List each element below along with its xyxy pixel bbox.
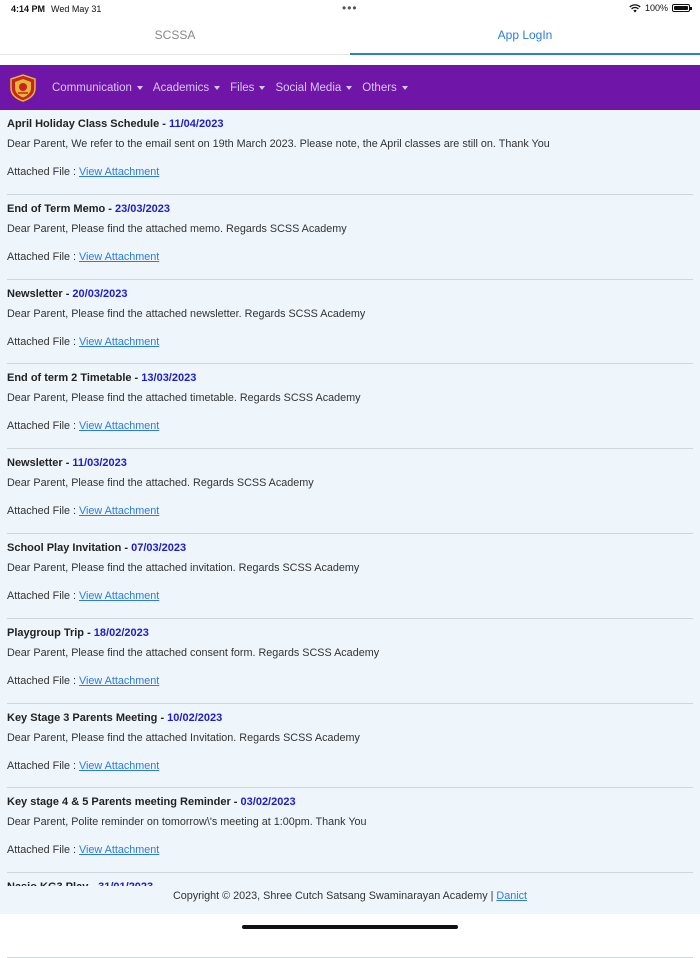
- nav-others[interactable]: [362, 82, 408, 94]
- notice-body: Dear Parent, Please find the attached newsletter. Regards SCSS Academy: [7, 307, 366, 320]
- notice-date: 20/03/2023: [72, 287, 128, 300]
- status-date: Wed May 31: [51, 4, 102, 14]
- footer: [0, 886, 700, 914]
- view-attachment-link[interactable]: View Attachment: [79, 250, 160, 263]
- notice-body: Dear Parent, Polite reminder on tomorrow\'s meeting at 1:00pm. Thank You: [7, 816, 367, 829]
- copyright-text: Copyright © 2023, Shree Cutch Satsang Swaminarayan Academy |: [172, 890, 494, 902]
- notice-title: April Holiday Class Schedule - 11/04/2023: [7, 118, 224, 130]
- attachment-label: Attached File :: [7, 674, 77, 687]
- attachment-row: [7, 760, 159, 772]
- home-indicator[interactable]: [242, 925, 458, 929]
- main-navbar: [0, 65, 700, 110]
- attachment-row: [7, 420, 159, 432]
- notice-title: End of Term Memo - 23/03/2023: [7, 202, 171, 215]
- view-attachment-link[interactable]: View Attachment: [79, 505, 160, 518]
- view-attachment-link[interactable]: View Attachment: [79, 166, 160, 178]
- notice-title-text: School Play Invitation: [7, 541, 122, 554]
- attachment-label: Attached File :: [7, 505, 77, 518]
- battery-percent: 100%: [644, 3, 668, 13]
- notice-title-text: April Holiday Class Schedule: [7, 118, 160, 130]
- attachment-row: [7, 166, 159, 178]
- notice-title: School Play Invitation - 07/03/2023: [7, 541, 187, 554]
- notice-title: Newsletter - 20/03/2023: [7, 287, 128, 300]
- wifi-icon: [629, 4, 641, 13]
- attachment-label: Attached File :: [7, 335, 77, 348]
- notice-body: Dear Parent, Please find the attached memo. Regards SCSS Academy: [7, 222, 347, 235]
- notice-list[interactable]: [0, 110, 700, 886]
- nav-label: Others: [362, 81, 397, 94]
- attachment-label: Attached File :: [7, 250, 77, 263]
- notice-body: Dear Parent, Please find the attached consent form. Regards SCSS Academy: [7, 646, 380, 659]
- notice-title: End of term 2 Timetable - 13/03/2023: [7, 372, 197, 385]
- notice-body: Dear Parent, Please find the attached Invitation. Regards SCSS Academy: [7, 731, 360, 744]
- tab-scssa[interactable]: SCSSA: [154, 28, 196, 42]
- notice-date: 11/04/2023: [169, 118, 224, 130]
- attachment-row: [7, 251, 159, 263]
- notice-title-text: Key Stage 3 Parents Meeting: [7, 711, 158, 724]
- notice-title: Newsletter - 11/03/2023: [7, 457, 127, 470]
- caret-down-icon: [259, 86, 265, 90]
- attachment-row: [7, 675, 159, 687]
- caret-down-icon: [346, 86, 352, 90]
- nav-communication[interactable]: [52, 82, 143, 94]
- notice-body: Dear Parent, Please find the attached timetable. Regards SCSS Academy: [7, 392, 361, 405]
- notice-title-text: End of term 2 Timetable: [7, 372, 132, 385]
- notice-item: [7, 110, 693, 195]
- notice-title-text: Newsletter: [7, 457, 63, 470]
- nav-academics[interactable]: [153, 82, 220, 94]
- caret-down-icon: [137, 86, 143, 90]
- attachment-row: [7, 505, 159, 517]
- notice-item: [7, 364, 693, 449]
- tab-app-login[interactable]: App LogIn: [350, 18, 700, 54]
- notice-date: 23/03/2023: [114, 202, 171, 215]
- nav-files[interactable]: [230, 82, 265, 94]
- caret-down-icon: [402, 86, 408, 90]
- notice-title-text: End of Term Memo: [7, 202, 106, 215]
- attachment-label: Attached File :: [7, 589, 77, 602]
- nav-label: Files: [230, 81, 255, 94]
- multitask-dots-icon[interactable]: •••: [342, 1, 358, 15]
- attachment-row: [7, 844, 159, 856]
- view-attachment-link[interactable]: View Attachment: [79, 335, 160, 348]
- nav-label: Academics: [152, 81, 210, 94]
- attachment-row: [7, 336, 159, 348]
- notice-body: Dear Parent, We refer to the email sent on 19th March 2023. Please note, the April classes are still on. Thank You: [7, 138, 550, 150]
- notice-item: [7, 788, 693, 873]
- notice-title: Key stage 4 & 5 Parents meeting Reminder - 03/02/2023: [7, 796, 296, 809]
- notice-item: [7, 534, 693, 619]
- notice-body: Dear Parent, Please find the attached invitation. Regards SCSS Academy: [7, 561, 360, 574]
- notice-title-text: Newsletter: [7, 287, 63, 300]
- notice-title: Key Stage 3 Parents Meeting - 10/02/2023: [7, 711, 223, 724]
- view-attachment-link[interactable]: View Attachment: [79, 589, 160, 602]
- attachment-label: Attached File :: [7, 759, 77, 772]
- notice-item: [7, 195, 693, 280]
- attachment-label: Attached File :: [7, 844, 77, 857]
- view-attachment-link[interactable]: View Attachment: [79, 420, 160, 433]
- notice-date: 11/03/2023: [72, 457, 127, 470]
- view-attachment-link[interactable]: View Attachment: [79, 844, 160, 857]
- notice-date: 18/02/2023: [93, 626, 149, 639]
- status-time: 4:14 PM: [11, 4, 46, 14]
- notice-body: Dear Parent, Please find the attached. Regards SCSS Academy: [7, 477, 314, 490]
- battery-icon: [672, 4, 690, 12]
- notice-item: [7, 280, 693, 365]
- nav-social-media[interactable]: [275, 82, 352, 94]
- notice-date: 07/03/2023: [131, 541, 187, 554]
- notice-item: [7, 619, 693, 704]
- view-attachment-link[interactable]: View Attachment: [79, 674, 160, 687]
- status-bar: [0, 0, 700, 18]
- status-right: [629, 3, 690, 13]
- attachment-row: [7, 590, 159, 602]
- notice-item: [7, 704, 693, 789]
- notice-date: 10/02/2023: [167, 711, 223, 724]
- nav-label: Communication: [52, 81, 132, 94]
- attachment-label: Attached File :: [7, 420, 77, 433]
- nav-label: Social Media: [275, 81, 342, 94]
- top-tabs: [0, 18, 700, 55]
- danict-link[interactable]: Danict: [496, 890, 528, 902]
- notice-title: Playgroup Trip - 18/02/2023: [7, 626, 149, 639]
- caret-down-icon: [214, 86, 220, 90]
- attachment-label: Attached File :: [7, 166, 77, 178]
- school-crest-icon[interactable]: [8, 73, 38, 103]
- notice-date: 13/03/2023: [141, 372, 197, 385]
- view-attachment-link[interactable]: View Attachment: [79, 759, 160, 772]
- notice-item: [7, 449, 693, 534]
- notice-title-text: Key stage 4 & 5 Parents meeting Reminder: [7, 796, 231, 809]
- notice-date: 03/02/2023: [240, 796, 296, 809]
- notice-title-text: Playgroup Trip: [7, 626, 85, 639]
